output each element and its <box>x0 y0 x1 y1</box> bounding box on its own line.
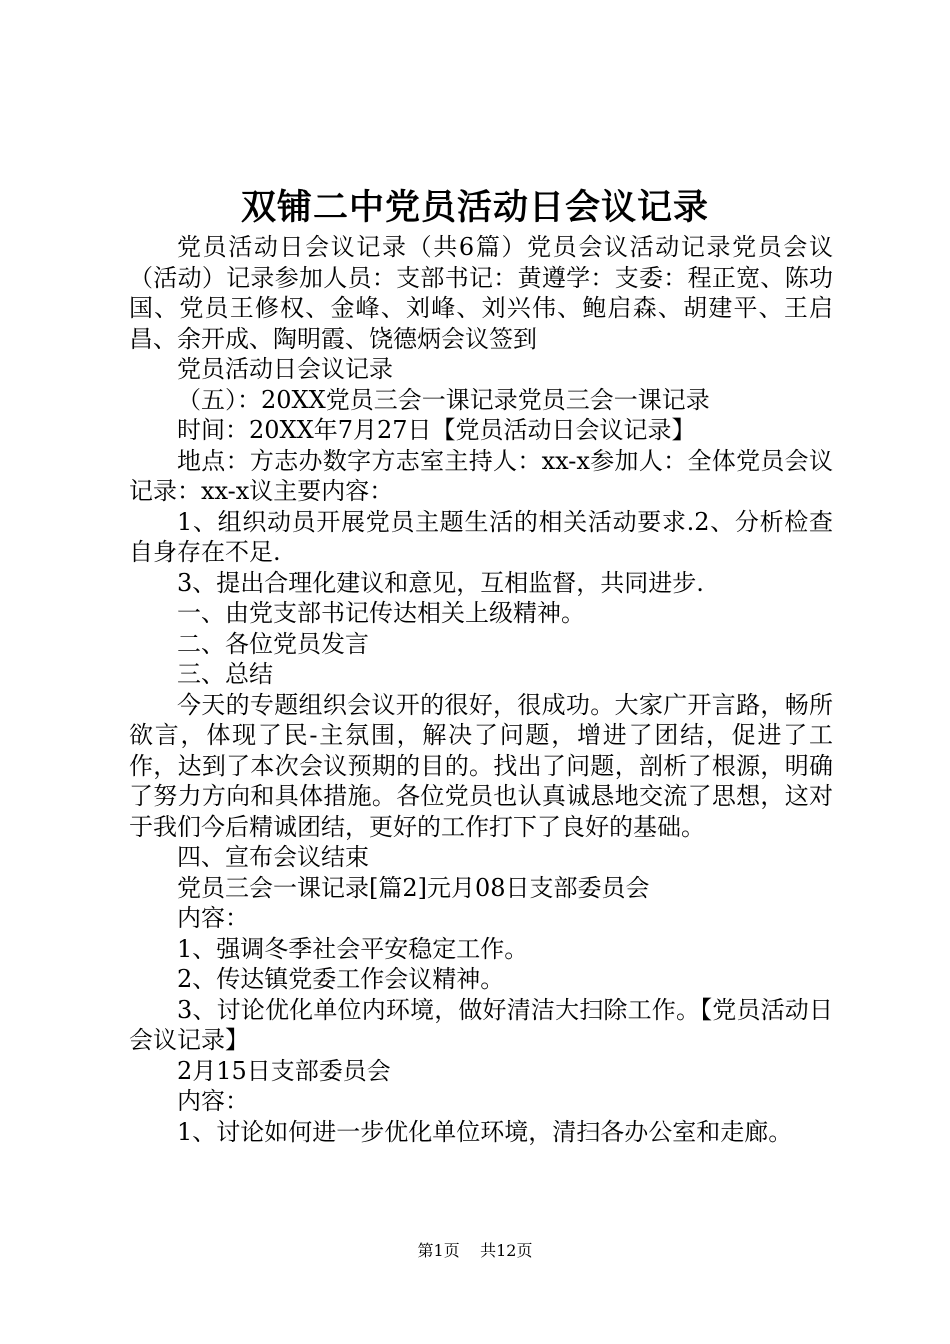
paragraph: 党员三会一课记录[篇2]元月08日支部委员会 <box>177 873 650 902</box>
document-body <box>129 232 833 1147</box>
paragraph: 内容： <box>177 904 249 932</box>
document-title: 双铺二中党员活动日会议记录 <box>240 187 709 228</box>
paragraph: 四、宣布会议结束 <box>177 843 369 871</box>
page-total: 共12页 <box>480 1241 533 1260</box>
paragraph: 1、讨论如何进一步优化单位环境，清扫各办公室和走廊。 <box>177 1117 793 1146</box>
paragraph: （五）：20XX党员三会一课记录党员三会一课记录 <box>177 385 710 414</box>
page-number: 第1页 <box>417 1241 460 1260</box>
paragraph: 3、提出合理化建议和意见，互相监督，共同进步. <box>177 568 704 597</box>
page-footer <box>0 1240 950 1262</box>
paragraph: 今天的专题组织会议开的很好，很成功。大家广开言路，畅所欲言，体现了民-主氛围，解决了问题，增进了团结，促进了工作，达到了本次会议预期的目的。找出了问题，剖析了根源，明确了努力方向和具体措施。各位党员也认真诚恳地交流了思想，这对于我们今后精诚团结，更好的工作打下了良好的基础。 <box>129 690 833 841</box>
paragraph: 内容： <box>177 1087 249 1115</box>
paragraph: 1、组织动员开展党员主题生活的相关活动要求.2、分析检查自身存在不足. <box>129 507 833 566</box>
paragraph: 二、各位党员发言 <box>177 629 369 658</box>
footer-spacer <box>465 1241 475 1260</box>
paragraph: 1、强调冬季社会平安稳定工作。 <box>177 934 529 963</box>
paragraph: 3、讨论优化单位内环境，做好清洁大扫除工作。【党员活动日会议记录】 <box>129 995 833 1054</box>
paragraph: 2月15日支部委员会 <box>177 1056 391 1085</box>
paragraph: 一、由党支部书记传达相关上级精神。 <box>177 599 585 627</box>
paragraph: 地点：方志办数字方志室主持人：xx-x参加人：全体党员会议记录：xx-x议主要内容： <box>129 446 833 505</box>
paragraph: 党员活动日会议记录 <box>177 355 393 383</box>
paragraph: 2、传达镇党委工作会议精神。 <box>177 965 505 993</box>
paragraph: 三、总结 <box>177 660 273 688</box>
paragraph: 时间：20XX年7月27日【党员活动日会议记录】 <box>177 416 696 444</box>
paragraph: 党员活动日会议记录（共6篇）党员会议活动记录党员会议（活动）记录参加人员：支部书记：黄遵学：支委：程正宽、陈功国、党员王修权、金峰、刘峰、刘兴伟、鲍启森、胡建平、王启昌、余开成、陶明霞、饶德炳会议签到 <box>129 233 833 353</box>
